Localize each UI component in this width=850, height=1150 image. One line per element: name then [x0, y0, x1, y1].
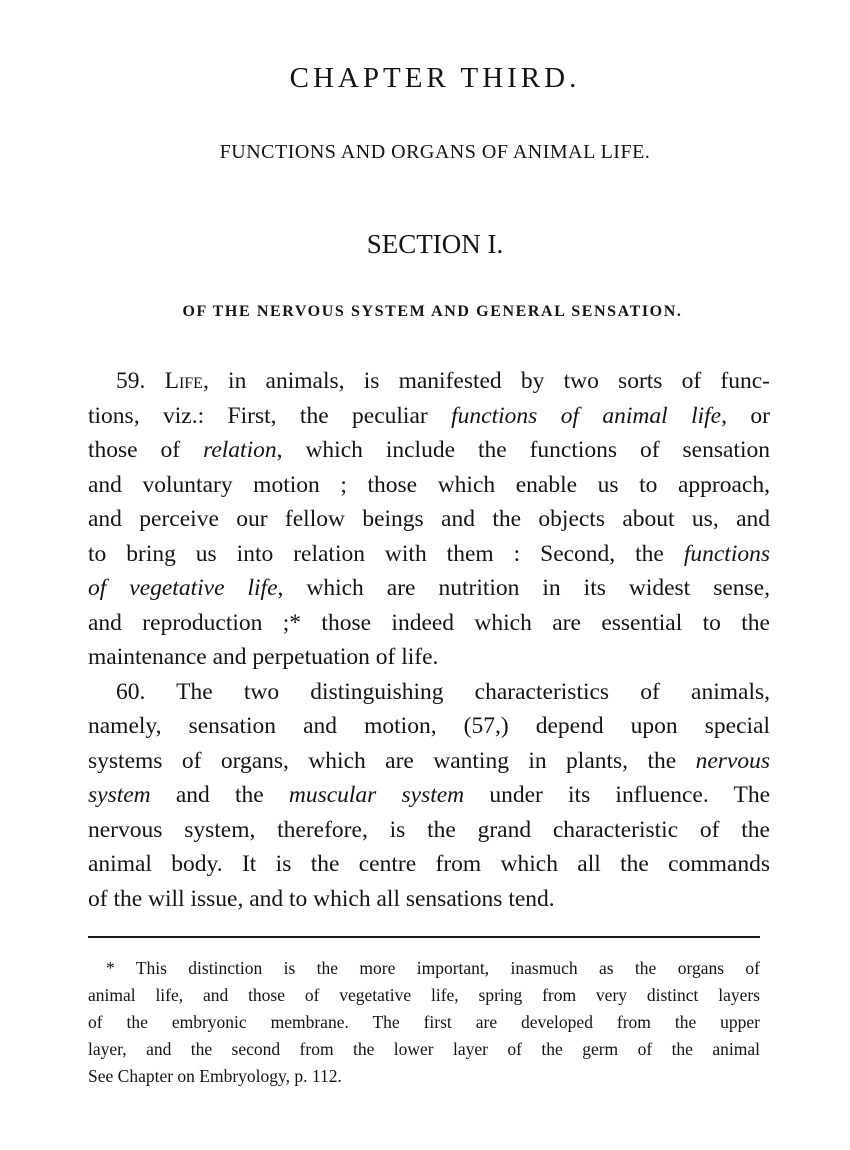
- life-small-caps: Life: [164, 368, 203, 394]
- paragraph-60-line-2: namely, sensation and motion, (57,) depend upon special: [88, 713, 770, 739]
- paragraph-59-line-5: and perceive our fellow beings and the objects about us, and: [88, 506, 770, 532]
- paragraph-59-line-7: of vegetative life, which are nutrition in its widest sense,: [88, 575, 770, 601]
- footnote-line-2: animal life, and those of vegetative life, spring from very distinct layers: [88, 985, 760, 1005]
- footnote-line-3: of the embryonic membrane. The first are developed from the upper: [88, 1012, 760, 1032]
- paragraph-60-line-1: 60. The two distinguishing characteristics of animals,: [116, 678, 770, 705]
- paragraph-60-line-5: nervous system, therefore, is the grand characteristic of the: [88, 816, 770, 843]
- paragraph-59-line-1: 59. Life, in animals, is manifested by two sorts of func-: [116, 368, 771, 394]
- footnote-divider: [88, 936, 760, 938]
- footnote: [88, 955, 760, 1090]
- chapter-subtitle: FUNCTIONS AND ORGANS OF ANIMAL LIFE.: [219, 141, 651, 163]
- paragraph-59-line-4: and voluntary motion ; those which enable us to approach,: [88, 471, 770, 498]
- section-title: SECTION I.: [366, 229, 504, 259]
- emphasis-nervous: nervous: [695, 747, 770, 774]
- paragraph-59-line-3: those of relation, which include the functions of sensation: [88, 437, 770, 463]
- paragraph-59-line-6: to bring us into relation with them : Second, the functions: [88, 540, 770, 567]
- emphasis-muscular-system: muscular system: [288, 782, 465, 808]
- emphasis-system: system: [88, 782, 151, 808]
- footnote-line-1: * This distinction is the more important, inasmuch as the organs of: [106, 958, 760, 978]
- emphasis-of-vegetative-life: of vegetative life: [88, 575, 278, 601]
- paragraph-60-line-3: systems of organs, which are wanting in plants, the nervous: [88, 747, 770, 774]
- emphasis-functions: functions: [683, 540, 770, 567]
- chapter-title: CHAPTER THIRD.: [289, 62, 581, 94]
- paragraph-60-line-4: system and the muscular system under its influence. The: [88, 782, 771, 808]
- paragraph-59-line-9: maintenance and perpetuation of life.: [88, 644, 439, 670]
- footnote-line-4: layer, and the second from the lower layer of the germ of the animal: [88, 1039, 760, 1059]
- emphasis-functions-of-animal-life: functions of animal life: [451, 402, 722, 429]
- paragraph-59-line-8: and reproduction ;* those indeed which are essential to the: [88, 609, 770, 636]
- paragraph-60-line-7: of the will issue, and to which all sensations tend.: [88, 885, 555, 912]
- paragraph-60-line-6: animal body. It is the centre from which all the commands: [88, 851, 770, 877]
- body-text: [88, 364, 770, 916]
- paragraph-59-line-2: tions, viz.: First, the peculiar functions of animal life, or: [88, 402, 770, 429]
- section-subtitle: OF THE NERVOUS SYSTEM AND GENERAL SENSATION.: [182, 303, 683, 320]
- footnote-line-5: See Chapter on Embryology, p. 112.: [88, 1066, 342, 1086]
- emphasis-relation: relation: [203, 437, 277, 463]
